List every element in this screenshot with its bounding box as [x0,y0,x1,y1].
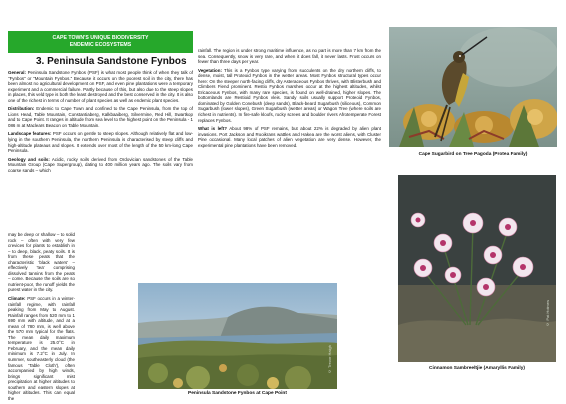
sugarbird-illustration [389,27,557,147]
text-geology: Acidic, rocky soils derived from Ordovician sandstones of the Table Mountain Group (Cape Supergroup), dating to 400 million years ago. The soils vary from coarse sands – which [8,156,193,173]
heading-vegetation: Vegetation: [198,67,222,73]
text-whatleft: About 98% of PSF remains, but about 22% is degraded by alien plant invasions. Port Jackson and Rooikrans wattles and Hakea are the worst aliens, with Cluster Pine occasional. Many local patches of alien vegetation are very dense. However, the experimental pine plantations have been removed. [198,126,382,148]
text-landscape: PSF occurs on gentle to steep slopes. Although relatively flat and low-lying in the southern Peninsula, the northern Peninsula is characterised by steep cliffs and high-altitude plateaus and slopes. It extends over most of the length of the 50 km-long Cape Peninsula. [8,131,193,154]
text-distribution: Endemic to Cape Town and confined to the Cape Peninsula, from the top of Lions Head, Table Mountain, Constantiaberg, Kalkbaaiberg, Silvermine, Red Hill, Swartkop and to Cape Point. It ranges in altitude from sea level to the highest point on the Peninsula - 1 086 m at Maclears Beacon on Table Mountain. [8,106,193,128]
heading-general: General: [8,70,27,75]
paragraph-whatleft [198,126,381,148]
paragraph-distribution [8,106,193,128]
paragraph-geology-cont: may be deep or shallow – to solid rock – often with very few crevices for plants to establish in – to deep, black, peaty soils. It is from these peats that the characteristic 'black waters' – effectively 'tea' comprising dissolved tannins from the peats – come. Because the soils are so nutrient-poor, the runoff yields the purest water in the city. [8,232,75,293]
heading-landscape: Landscape features: [8,131,52,137]
heading-distribution: Distribution: [8,106,35,112]
sambreeltjie-credit: © Pat Holmes [545,300,550,327]
section-banner [8,31,193,53]
column-left [8,70,193,176]
sambreeltjie-illustration [398,175,556,362]
paragraph-general [8,70,193,103]
paragraph-climate [8,296,75,401]
column-middle [198,48,381,151]
capepoint-illustration [138,283,337,389]
paragraph-vegetation [198,68,381,123]
capepoint-credit: © Trevor Haigh [327,345,332,375]
sugarbird-caption: Cape Sugarbird on Tree Pagoda (Protea Family) [418,152,528,157]
column-left-narrow [8,232,75,404]
heading-geology: Geology and soils: [8,156,50,162]
sambreeltjie-photo [398,175,556,362]
banner-line-1: CAPE TOWN'S UNIQUE BIODIVERSITY [52,35,149,41]
sugarbird-photo [389,27,557,147]
heading-whatleft: What is left? [198,126,227,132]
banner-line-2: ENDEMIC ECOSYSTEMS [69,42,132,48]
sambreeltjie-caption: Cinnamon Sambreeltjie (Amaryllis Family) [429,366,525,371]
heading-climate: Climate: [8,296,26,302]
text-climate: PSF occurs in a winter-rainfall regime, with rainfall peaking from May to August. Rainfall ranges from 520 mm to 1 690 mm with altitude, and at a mean of 780 mm, is well above the 570 mm typical for the flats. The mean daily maximum temperature is 25.0°C in February, and the mean daily minimum is 7.2°C in July. In summer, southeasterly cloud (the famous 'Table Cloth'), often accompanied by high winds, brings significant mist precipitation at higher altitudes to southern and eastern slopes at higher altitudes. This can equal the [8,296,75,401]
capepoint-caption: Peninsula Sandstone Fynbos at Cape Point [188,391,287,396]
capepoint-photo [138,283,337,389]
paragraph-rainfall-cont: rainfall. The region is under strong maritime influence, as no part is more than 7 km from the sea. Consequently, snow is very rare, and when it does fall, it never lasts. Frost occurs on fewer than three days per year. [198,48,381,65]
text-general: Peninsula Sandstone Fynbos (PSF) is what most people think of when they talk of "Fynbos" or "Mountain Fynbos." Because it occurs on the poorest soil in the city, there has been almost no agricultural development on PSF, and even pine plantations were a temporary experiment and a commercial failure. Partly because of this, but also due to the steep slopes in places, this veld type is both the least destroyed and the best conserved in the city. It is also one of the richest in terms of number of plant species as well as endemic plant species. [8,70,193,103]
paragraph-geology [8,157,193,174]
page-title: 3. Peninsula Sandstone Fynbos [36,56,187,67]
paragraph-landscape [8,131,193,153]
text-vegetation: This is a Fynbos type varying from succulents on the dry northern cliffs, to dense, moist, tall Proteoid Fynbos in the wetter areas. Most Fynbos structural types occur here: On the steeper north-facing cliffs, dry Asteraceous Fynbos thrives, with Blisterbush and Climbers Fiend prominent. Restio Fynbos marshes occur at the highest altitudes, whilst Ericaceous Fynbos, with many rare species, is found on well-drained, higher slopes. The bottomlands are Restioid Fynbos vleis. Sandy soils usually support Proteoid Fynbos, dominated by Golden Conebush (deep sands), Black-beard Sugarbush (siliceous), Common Sugarbush (lower slopes), Green Sugarbush (wetter areas) or Wagon Tree (where soils are richest in nutrients). In fire-safe kloofs, rocky screes and boulder rivers Afrotemperate Forest replaces Fynbos. [198,67,381,123]
